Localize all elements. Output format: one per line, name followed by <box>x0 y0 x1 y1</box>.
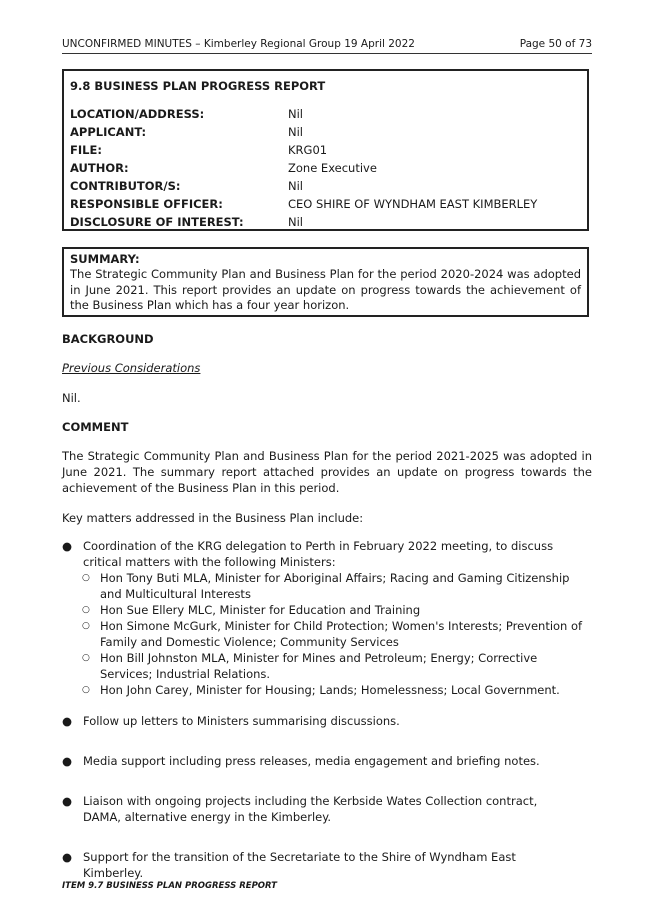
sub-list-item-text: Hon Bill Johnston MLA, Minister for Mines and Petroleum; Energy; Corrective Services; Industrial Relations. <box>100 651 538 681</box>
detail-value: Nil <box>288 215 303 229</box>
detail-label: DISCLOSURE OF INTEREST: <box>70 215 244 229</box>
detail-row-applicant <box>70 123 581 141</box>
sub-list-item <box>82 618 590 650</box>
bullet-icon: ● <box>62 539 73 553</box>
background-text: Nil. <box>62 391 81 405</box>
comment-heading: COMMENT <box>62 420 129 434</box>
sub-list-item-text: Hon John Carey, Minister for Housing; Lands; Homelessness; Local Government. <box>100 683 560 697</box>
circle-bullet-icon: ○ <box>82 653 90 663</box>
page-number: Page 50 of 73 <box>519 38 592 50</box>
list-item-text: Support for the transition of the Secretariate to the Shire of Wyndham East Kimberley. <box>83 850 516 880</box>
detail-label: CONTRIBUTOR/S: <box>70 179 181 193</box>
header-title: UNCONFIRMED MINUTES – Kimberley Regional Group 19 April 2022 <box>62 38 415 50</box>
bullet-icon: ● <box>62 714 73 728</box>
circle-bullet-icon: ○ <box>82 573 90 583</box>
summary-text: The Strategic Community Plan and Business Plan for the period 2020-2024 was adopted in June 2021. This report provides an update on progress towards the achievement of the Business Plan which has a four year horizon. <box>70 267 581 312</box>
detail-label: AUTHOR: <box>70 161 129 175</box>
detail-row-contributor <box>70 177 581 195</box>
detail-label: RESPONSIBLE OFFICER: <box>70 197 223 211</box>
sub-list-item <box>82 682 590 698</box>
comment-paragraph-1: The Strategic Community Plan and Business Plan for the period 2021-2025 was adopted in June 2021. The summary report attached provides an update on progress towards the achievement of the Business Plan in this period. <box>62 449 592 495</box>
list-item-text: Media support including press releases, media engagement and briefing notes. <box>83 754 540 768</box>
comment-paragraph-2: Key matters addressed in the Business Plan include: <box>62 511 364 525</box>
previous-considerations-heading: Previous Considerations <box>62 361 201 375</box>
list-item <box>62 753 572 769</box>
sub-list-item-text: Hon Simone McGurk, Minister for Child Protection; Women's Interests; Prevention of Family and Domestic Violence; Community Services <box>100 619 583 649</box>
detail-row-file <box>70 141 581 159</box>
sub-list-item-text: Hon Sue Ellery MLC, Minister for Education and Training <box>100 603 421 617</box>
detail-label: LOCATION/ADDRESS: <box>70 107 205 121</box>
detail-row-disclosure <box>70 213 581 231</box>
sub-list-item <box>82 650 590 682</box>
list-item <box>62 538 572 570</box>
detail-value: KRG01 <box>288 143 328 157</box>
list-item <box>62 793 572 825</box>
detail-value: Nil <box>288 107 303 121</box>
list-item <box>62 713 572 729</box>
detail-row-location <box>70 105 581 123</box>
circle-bullet-icon: ○ <box>82 685 90 695</box>
detail-value: Zone Executive <box>288 161 377 175</box>
sub-list-item <box>82 570 590 602</box>
sub-list-item <box>82 602 590 618</box>
page-header <box>62 38 592 54</box>
list-item-text: Liaison with ongoing projects including the Kerbside Wates Collection contract, DAMA, alternative energy in the Kimberley. <box>83 794 538 824</box>
bullet-icon: ● <box>62 850 73 864</box>
detail-label: FILE: <box>70 143 102 157</box>
summary-box <box>62 247 589 317</box>
detail-row-author <box>70 159 581 177</box>
circle-bullet-icon: ○ <box>82 605 90 615</box>
circle-bullet-icon: ○ <box>82 621 90 631</box>
details-box <box>62 69 589 231</box>
page-footer: ITEM 9.7 BUSINESS PLAN PROGRESS REPORT <box>62 881 277 891</box>
list-item-text: Coordination of the KRG delegation to Perth in February 2022 meeting, to discuss critical matters with the following Ministers: <box>83 539 554 569</box>
bullet-icon: ● <box>62 794 73 808</box>
list-item <box>62 849 572 881</box>
detail-value: CEO SHIRE OF WYNDHAM EAST KIMBERLEY <box>288 197 538 211</box>
detail-value: Nil <box>288 179 303 193</box>
detail-label: APPLICANT: <box>70 125 147 139</box>
background-heading: BACKGROUND <box>62 332 154 346</box>
detail-row-responsible-officer <box>70 195 581 213</box>
bullet-icon: ● <box>62 754 73 768</box>
list-item-text: Follow up letters to Ministers summarising discussions. <box>83 714 400 728</box>
summary-title: SUMMARY: <box>70 252 140 266</box>
item-title: 9.8 BUSINESS PLAN PROGRESS REPORT <box>70 79 326 93</box>
detail-value: Nil <box>288 125 303 139</box>
sub-list-item-text: Hon Tony Buti MLA, Minister for Aboriginal Affairs; Racing and Gaming Citizenship and Multicultural Interests <box>100 571 570 601</box>
